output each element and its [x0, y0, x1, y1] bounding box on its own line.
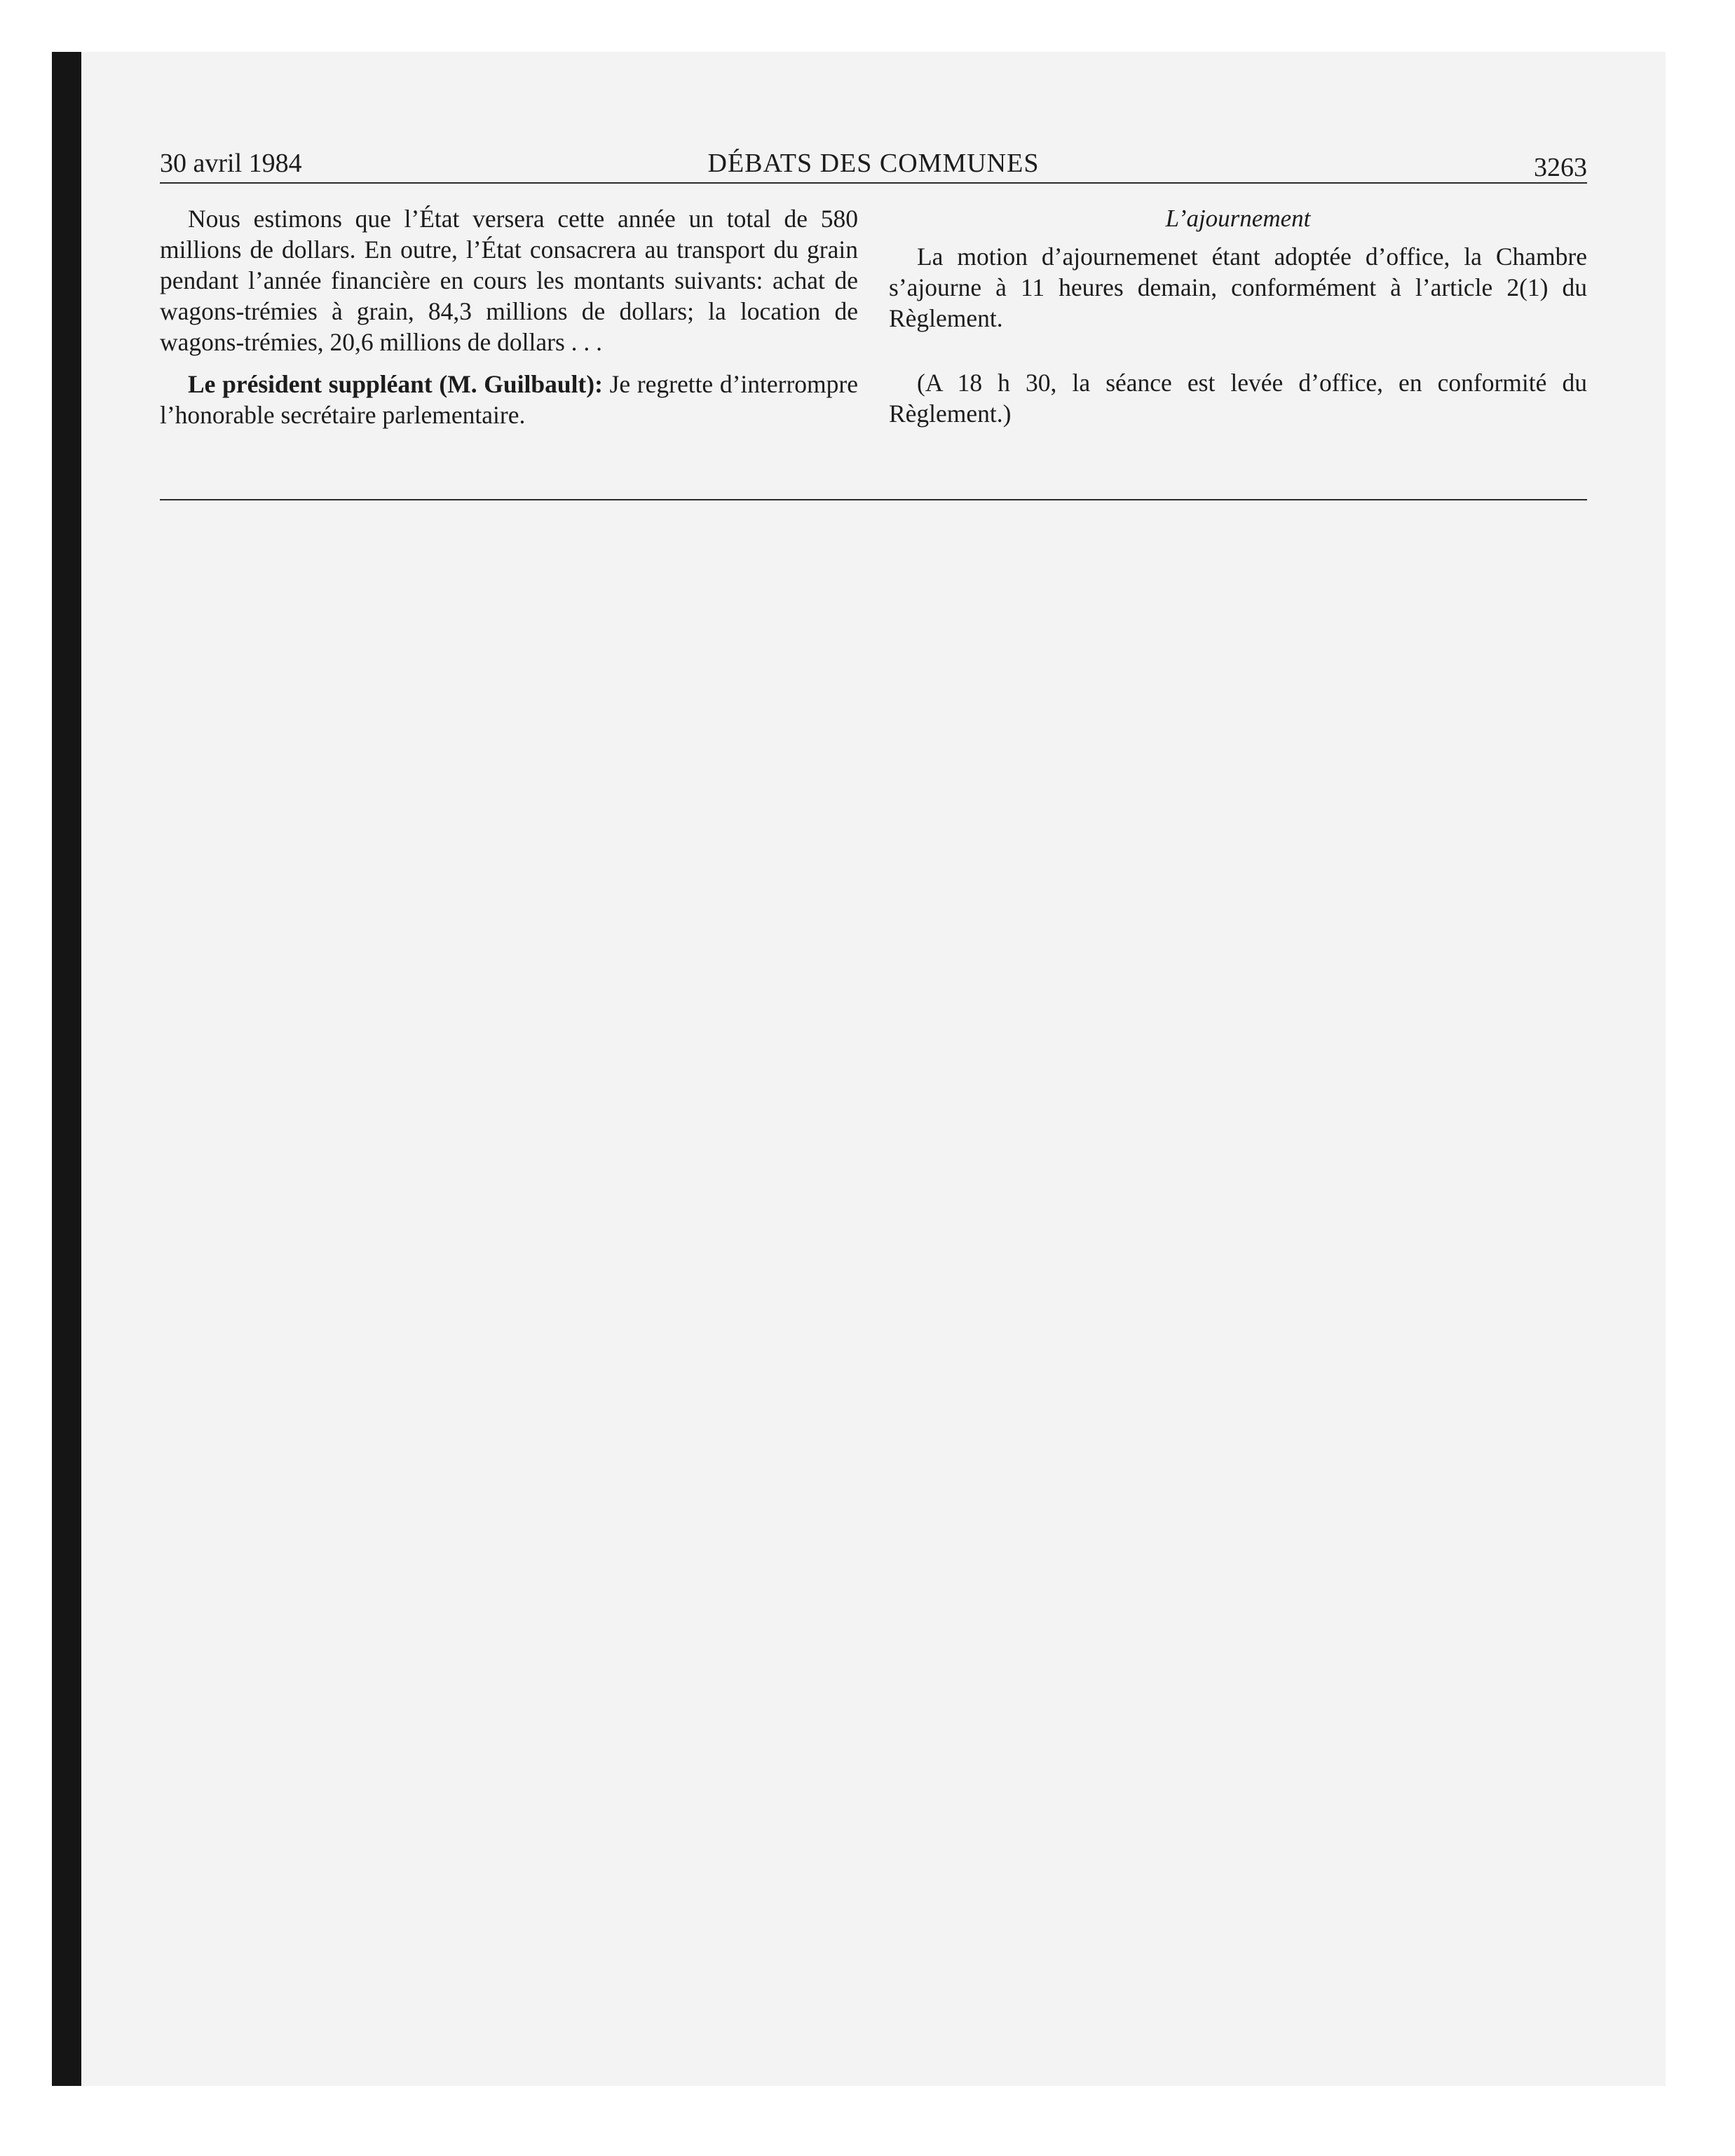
right-column — [889, 203, 1587, 429]
scan-binding-edge — [52, 52, 81, 2086]
running-header — [160, 146, 1587, 181]
paragraph-interruption — [160, 369, 858, 430]
paragraph-adjournment: La motion d’ajournemenet étant adoptée d’office, la Chambre s’ajourne à 11 heures demain, conformément à l’article 2(1) du Règlement. — [889, 243, 1587, 332]
speaker-text: Je regrette d’interrompre l’honorable secrétaire parlementaire. — [160, 370, 858, 429]
speaker-name: Le président suppléant (M. Guilbault): — [188, 370, 603, 398]
left-column — [160, 203, 858, 430]
paragraph-estimate: Nous estimons que l’État versera cette année un total de 580 millions de dollars. En outre, l’État consacrera au transport du grain pendant l’année financière en cours les montants suivants: achat de wagons-trémies à grain, 84,3 millions de dollars; la location de wagons-trémies, 20,6 millions de dollars . . . — [160, 205, 858, 356]
header-rule — [160, 182, 1587, 184]
page-number: 3263 — [1534, 153, 1587, 182]
end-rule — [160, 499, 1587, 500]
header-date: 30 avril 1984 — [160, 149, 302, 178]
section-subheading: L’ajournement — [1165, 205, 1311, 232]
header-title: DÉBATS DES COMMUNES — [707, 149, 1040, 178]
paragraph-sitting-closed: (A 18 h 30, la séance est levée d’office, en conformité du Règlement.) — [889, 369, 1587, 428]
